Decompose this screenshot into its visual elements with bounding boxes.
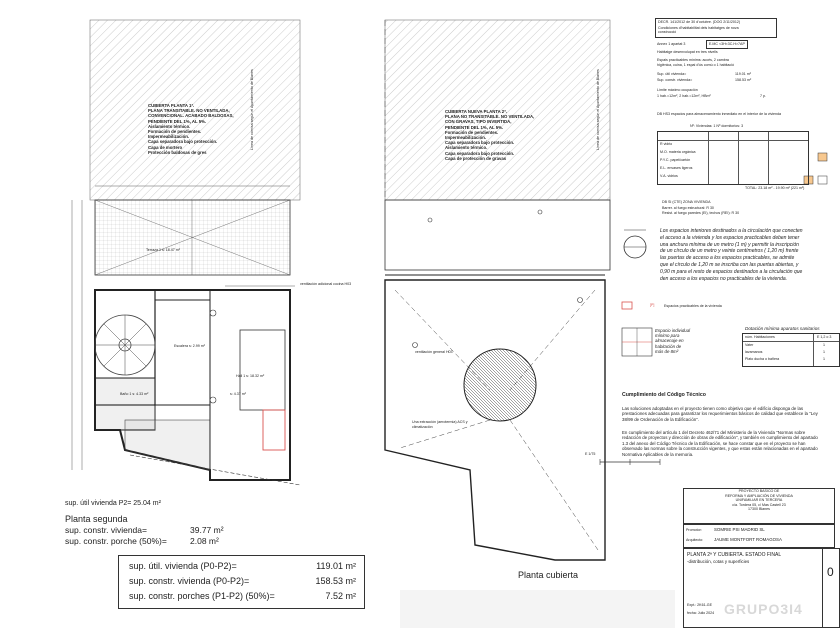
- scale-label: E 1/75: [585, 452, 596, 456]
- decree-line: DECR. 141/2012 de 30 d'octubre. (DOG 2/11/2012): [658, 20, 741, 24]
- promoter-box: [683, 524, 835, 548]
- middle-plan: [385, 20, 660, 560]
- storage-table: [657, 131, 809, 185]
- promoter-name: SOMRIE PSI MADRID SL: [714, 527, 765, 532]
- middle-roof-note: [445, 109, 585, 161]
- porche-value: 2.08 m²: [190, 536, 219, 546]
- note-line: Capa separadora bajo protección.: [148, 139, 218, 145]
- drawing-date: fecha: Julio 2024: [687, 611, 715, 615]
- reg-line: Límite máximo ocupación: [657, 88, 698, 92]
- dotation-cell: 1: [823, 357, 825, 361]
- project-line: PROYECTO BASICO DE: [738, 489, 780, 493]
- reg-line: DB HS3 espacios para almacenamiento inmediato en el interior de la vivienda: [657, 112, 782, 116]
- drawing-title: PLANTA 2ª Y CUBIERTA. ESTADO FINAL: [687, 552, 782, 558]
- drawing-subtitle: -distribución, cotas y superficies: [687, 559, 750, 564]
- terrace-label: Terraza 1 s: 18.47 m²: [146, 248, 180, 252]
- drawing-title-box: [683, 548, 823, 628]
- stair-label: Escalera s: 2.99 m²: [174, 344, 205, 348]
- left-cornice-label: Línea de cornisa según el Ayuntamiento de Blanes: [250, 69, 254, 150]
- project-line: c/a. Tordera 05, c/ Mas Castell 23: [732, 502, 786, 507]
- decree-line: Condiciones d'habitabilitat dels habitatges de nova: [658, 25, 739, 30]
- architect-label: Arquitecto:: [686, 538, 704, 542]
- circulation-line: el acceso a la vivienda y los espacios practicables deben tener: [660, 234, 800, 241]
- storage-text-line: mínimo para: [655, 333, 680, 339]
- bath-label: Baño 1 s: 4.33 m²: [120, 392, 149, 396]
- code-section-title: Cumplimiento del Código Técnico: [622, 392, 706, 398]
- dotation-cell: Vater: [745, 343, 754, 347]
- summary-row-label: sup. útil. vivienda (P0-P2)=: [129, 561, 237, 571]
- storage-row: M.O. materia orgánica: [660, 150, 696, 154]
- storage-row: V.A. vidrios: [660, 174, 678, 178]
- note-line: Formación de pendientes.: [445, 129, 499, 135]
- note-line: Protección baldosas de gres: [148, 149, 207, 155]
- circulation-notes: [660, 228, 838, 282]
- plan-title-middle: Planta cubierta: [518, 570, 579, 580]
- circulation-line: de un círculo de un metro y veinte centímetros ( 1,20 m) frente: [660, 248, 799, 255]
- practicable-label: Espacios practicables de la vivienda: [664, 304, 722, 308]
- sheet-number-box: [822, 548, 840, 628]
- note-line: PENDIENTE DEL 1%, AL 5%.: [148, 118, 207, 124]
- studio-logo: GRUPO3I4: [724, 601, 803, 617]
- decree-box: [655, 18, 777, 38]
- dbsi-line: Barrer. al fuego estructural: R 30: [662, 206, 714, 210]
- middle-vent-label: ventilación general H03: [415, 350, 453, 354]
- circulation-line: 0,90 m para el resto de espacios destinados a la circulación que: [660, 268, 803, 275]
- note-line: Capa de mortero: [148, 144, 183, 150]
- storage-text-line: almacenaje en: [655, 338, 684, 344]
- storage-row: P.Y.C. papel/cartón: [660, 158, 691, 162]
- summary-row-value: 7.52 m²: [325, 591, 356, 601]
- dotation-header: E 1,2 o 3: [817, 335, 832, 339]
- project-line: UNIFAMILIAR EN TERCERA: [735, 498, 783, 503]
- extract-label: Una extracción (aerotermia) ACS y climatización: [412, 420, 468, 429]
- note-line: Impermeabilización.: [445, 135, 487, 141]
- architect-name: JAUME MONTFORT ROMAGOSA: [714, 537, 782, 542]
- note-line: PLANA NO TRANSITABLE. NO VENTILADA,: [445, 114, 535, 120]
- promoter-label: Promotor:: [686, 528, 702, 532]
- storage-text-line: habitación de: [655, 343, 682, 349]
- reg-line: 1 hab.=12m², 2 hab.=12m², HBm²: [657, 94, 711, 98]
- dotation-title: Dotación mínima aparatos sanitarios: [745, 326, 820, 331]
- summary-row-label: sup. constr. porches (P1-P2) (50%)=: [129, 591, 275, 601]
- practicable-marker: [P]: [650, 303, 655, 307]
- dotation-cell: 1: [823, 350, 825, 354]
- porche-label: sup. constr. porche (50%)=: [65, 536, 167, 546]
- reg-util-value: 119.01 m²: [735, 72, 751, 76]
- reg-line: Sup. útil vivienda=: [657, 72, 687, 76]
- reg-line: Sup. constr. vivienda=: [657, 78, 693, 82]
- storage-text-line: más de 8m²: [655, 348, 679, 354]
- storage-text: [655, 328, 690, 354]
- dotation-cell: Plato ducha o bañera: [745, 357, 780, 361]
- vent-label: ventilación adicional cocina H03: [300, 282, 352, 286]
- annex-label: Annex 1 apartat 3: [657, 42, 686, 46]
- constr-value: 39.77 m²: [190, 525, 224, 535]
- circulation-line: las puertas de acceso a los espacios practicables, se admite: [660, 255, 795, 262]
- code-paragraph: En cumplimiento del artículo 1 del Decreto 462/71 del Ministerio de la Vivienda "Normas sobre redacción de proyectos y dirección de obras de edificación", y también en cumplimiento del apartado 1.3 del anexo del Código Técnico de la Edificación, se hace constar que en el proyecto se han observado las normas sobre la construcción vigentes, y que estas están relacionadas en el apartado Normativa Aplicables de la memoria.: [622, 430, 818, 457]
- dotacion-note: TOTAL: 23.18 m² - 19.90 m² (221 m²): [745, 186, 805, 190]
- dotation-cell: 1: [823, 343, 825, 347]
- note-line: CUBIERTA NUEVA PLANTA 2ª.: [445, 109, 507, 114]
- hall-label: Hall 1 s: 18.32 m²: [236, 374, 265, 378]
- occupancy-value: 7 p.: [760, 94, 766, 98]
- left-plan: [72, 20, 300, 485]
- note-line: Aislamiento térmico.: [445, 145, 488, 151]
- dotation-table: [742, 333, 840, 367]
- note-line: CON GRAVAS, TIPO INVERTIDA,: [445, 119, 512, 125]
- decree-line: construcció: [658, 30, 677, 35]
- dotation-header: núm. Habitaciones: [745, 335, 775, 339]
- circulation-line: den acceso a los espacios no practicables de la vivienda.: [660, 275, 788, 282]
- note-line: CONVENCIONAL. ACABADO BALDOSAS,: [148, 113, 234, 119]
- circulation-line: Los espacios interiores destinados a la circulación que conecten: [660, 228, 803, 234]
- constr-label: sup. constr. vivienda=: [65, 525, 147, 535]
- note-line: PENDIENTE DEL 1%, AL 5%.: [445, 124, 504, 130]
- note-line: Aislamiento térmico.: [148, 123, 191, 129]
- sheet-number: 0: [827, 565, 834, 579]
- expediente: Expt.: 2K61-GE: [687, 603, 712, 607]
- summary-row-label: sup. constr. vivienda (P0-P2)=: [129, 576, 250, 586]
- kitchen-label: s: 4.37 m²: [230, 392, 246, 396]
- summary-row-value: 158.53 m²: [315, 576, 356, 586]
- reg-line: Espais practicables mínims: accés, 2 cambra: [657, 58, 729, 62]
- reg-constr-value: 158.53 m²: [735, 78, 752, 82]
- dbsi-label: DB SI (CTE) ZONA VIVIENDA: [662, 200, 711, 204]
- storage-row: R vidrio: [660, 142, 673, 146]
- circulation-line: una anchura mínima de un metro (1 m) y permitir la inscripción: [660, 241, 799, 248]
- project-line: 17300 Blanes: [748, 507, 770, 512]
- reg-line: Habitatge desenvolupat en tres nivells: [657, 50, 718, 54]
- left-roof-note: [148, 103, 283, 155]
- note-line: Formación de pendientes.: [148, 129, 202, 135]
- note-line: Capa separadora bajo protección.: [445, 150, 515, 156]
- reg-line: higiènica, cuina, 1 espai d'ús comú o 1 habitació: [657, 63, 735, 67]
- note-line: PLANA TRANSITABLE. NO VENTILADA,: [148, 108, 230, 114]
- middle-cornice-label: Línea de cornisa según el Ayuntamiento de Blanes: [596, 69, 600, 150]
- project-line: REFORMA Y AMPLIACIÓN DE VIVIENDA: [725, 493, 793, 498]
- dbsi-line: Resist. al fuego paredes (EI), techos (REI): R 30: [662, 211, 740, 215]
- storage-table-title: Nº: Viviendas: 1 Nº dormitorios: 3: [690, 124, 744, 128]
- storage-row: E.L. envases ligeros: [660, 166, 693, 170]
- note-line: Capa de protección de gravas: [445, 155, 507, 161]
- project-box: [683, 488, 835, 524]
- sup-util-p2: sup. útil vivienda P2= 25.04 m²: [65, 500, 161, 507]
- annex-code: E.MC <3H<3C.H>7AP: [706, 40, 748, 49]
- note-line: Capa separadora bajo protección.: [445, 140, 515, 146]
- circulation-line: que el círculo de 1,20 m se inscriba con las puertas abiertas, y: [660, 261, 799, 268]
- dotation-cell: lavamanos: [745, 350, 763, 354]
- code-paragraph: Las soluciones adoptadas en el proyecto tienen como objetivo que el edificio disponga de las prestaciones adecuadas para garantizar los requerimientos básicos de calidad que establece la "Ley 38/99 de Ordenación de la Edificación".: [622, 406, 818, 422]
- summary-row-value: 119.01 m²: [316, 561, 356, 571]
- summary-table: [118, 555, 365, 609]
- note-line: CUBIERTA PLANTA 1ª.: [148, 103, 195, 108]
- note-line: Impermeabilización.: [148, 134, 190, 140]
- storage-text-line: Espacio individual: [655, 328, 691, 333]
- plan-title-left: Planta segunda: [65, 514, 128, 524]
